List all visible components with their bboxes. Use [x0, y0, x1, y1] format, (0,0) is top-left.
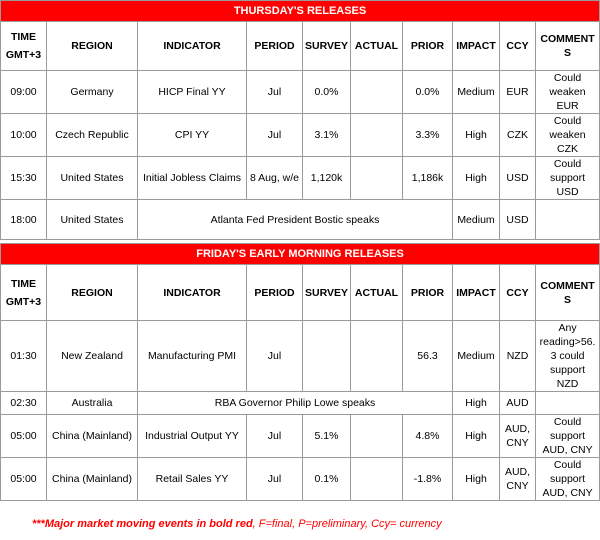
time-cell: 09:00	[1, 71, 47, 114]
footnote	[32, 518, 442, 530]
region-cell: Czech Republic	[47, 114, 138, 157]
header-timezone-label: GMT+3	[5, 295, 42, 308]
indicator-cell: Initial Jobless Claims	[138, 157, 247, 200]
header-ccy: CCY	[500, 22, 536, 71]
time-cell: 05:00	[1, 458, 47, 501]
header-indicator: INDICATOR	[138, 265, 247, 321]
indicator-cell: Manufacturing PMI	[138, 321, 247, 392]
header-time	[1, 265, 47, 321]
header-time	[1, 22, 47, 71]
table-row	[1, 392, 600, 415]
prior-cell: -1.8%	[403, 458, 453, 501]
header-impact: IMPACT	[453, 265, 500, 321]
impact-cell: High	[453, 458, 500, 501]
time-cell: 01:30	[1, 321, 47, 392]
period-cell: Jul	[247, 114, 303, 157]
table-row	[1, 415, 600, 458]
impact-cell: Medium	[453, 200, 500, 240]
actual-cell	[351, 321, 403, 392]
time-cell: 15:30	[1, 157, 47, 200]
impact-cell: Medium	[453, 321, 500, 392]
header-region: REGION	[47, 265, 138, 321]
actual-cell	[351, 71, 403, 114]
time-cell: 10:00	[1, 114, 47, 157]
survey-cell	[303, 321, 351, 392]
ccy-cell: USD	[500, 200, 536, 240]
header-actual: ACTUAL	[351, 265, 403, 321]
actual-cell	[351, 114, 403, 157]
prior-cell: 3.3%	[403, 114, 453, 157]
event-cell: Atlanta Fed President Bostic speaks	[138, 200, 453, 240]
header-indicator: INDICATOR	[138, 22, 247, 71]
survey-cell: 1,120k	[303, 157, 351, 200]
ccy-cell: AUD	[500, 392, 536, 415]
survey-cell: 3.1%	[303, 114, 351, 157]
period-cell: Jul	[247, 458, 303, 501]
header-period: PERIOD	[247, 22, 303, 71]
comments-cell: Could support AUD, CNY	[536, 415, 600, 458]
ccy-cell: EUR	[500, 71, 536, 114]
friday-releases-table	[0, 243, 600, 501]
survey-cell: 5.1%	[303, 415, 351, 458]
period-cell: Jul	[247, 415, 303, 458]
survey-cell: 0.0%	[303, 71, 351, 114]
header-ccy: CCY	[500, 265, 536, 321]
header-period: PERIOD	[247, 265, 303, 321]
period-cell: Jul	[247, 71, 303, 114]
ccy-cell: AUD, CNY	[500, 458, 536, 501]
survey-cell: 0.1%	[303, 458, 351, 501]
header-survey: SURVEY	[303, 22, 351, 71]
friday-title: FRIDAY'S EARLY MORNING RELEASES	[1, 244, 600, 265]
footnote-emphasis: ***Major market moving events in bold red	[32, 518, 253, 530]
thursday-releases-table	[0, 0, 600, 240]
impact-cell: High	[453, 415, 500, 458]
prior-cell: 4.8%	[403, 415, 453, 458]
table-row	[1, 458, 600, 501]
indicator-cell: HICP Final YY	[138, 71, 247, 114]
region-cell: Australia	[47, 392, 138, 415]
actual-cell	[351, 458, 403, 501]
ccy-cell: NZD	[500, 321, 536, 392]
header-comments: COMMENTS	[536, 265, 600, 321]
header-prior: PRIOR	[403, 265, 453, 321]
impact-cell: High	[453, 157, 500, 200]
table-row	[1, 71, 600, 114]
table-row	[1, 321, 600, 392]
indicator-cell: CPI YY	[138, 114, 247, 157]
actual-cell	[351, 157, 403, 200]
comments-cell: Any reading>56.3 could support NZD	[536, 321, 600, 392]
period-cell: Jul	[247, 321, 303, 392]
period-cell: 8 Aug, w/e	[247, 157, 303, 200]
header-prior: PRIOR	[403, 22, 453, 71]
header-region: REGION	[47, 22, 138, 71]
comments-cell: Could support AUD, CNY	[536, 458, 600, 501]
indicator-cell: Industrial Output YY	[138, 415, 247, 458]
footnote-legend: , F=final, P=preliminary, Ccy= currency	[252, 518, 442, 530]
header-impact: IMPACT	[453, 22, 500, 71]
time-cell: 05:00	[1, 415, 47, 458]
region-cell: Germany	[47, 71, 138, 114]
region-cell: China (Mainland)	[47, 415, 138, 458]
impact-cell: High	[453, 114, 500, 157]
header-survey: SURVEY	[303, 265, 351, 321]
indicator-cell: Retail Sales YY	[138, 458, 247, 501]
comments-cell	[536, 200, 600, 240]
region-cell: New Zealand	[47, 321, 138, 392]
comments-cell: Could weaken EUR	[536, 71, 600, 114]
prior-cell: 56.3	[403, 321, 453, 392]
table-row	[1, 157, 600, 200]
ccy-cell: AUD, CNY	[500, 415, 536, 458]
table-row	[1, 114, 600, 157]
header-timezone-label: GMT+3	[5, 49, 42, 61]
header-time-label: TIME	[10, 31, 37, 43]
header-time-label: TIME	[10, 277, 37, 290]
impact-cell: High	[453, 392, 500, 415]
thursday-title: THURSDAY'S RELEASES	[1, 1, 600, 22]
prior-cell: 0.0%	[403, 71, 453, 114]
comments-cell: Could weaken CZK	[536, 114, 600, 157]
region-cell: China (Mainland)	[47, 458, 138, 501]
time-cell: 02:30	[1, 392, 47, 415]
comments-cell: Could support USD	[536, 157, 600, 200]
header-actual: ACTUAL	[351, 22, 403, 71]
actual-cell	[351, 415, 403, 458]
event-cell: RBA Governor Philip Lowe speaks	[138, 392, 453, 415]
ccy-cell: CZK	[500, 114, 536, 157]
region-cell: United States	[47, 200, 138, 240]
table-row	[1, 200, 600, 240]
header-comments: COMMENTS	[536, 22, 600, 71]
comments-cell	[536, 392, 600, 415]
ccy-cell: USD	[500, 157, 536, 200]
prior-cell: 1,186k	[403, 157, 453, 200]
region-cell: United States	[47, 157, 138, 200]
impact-cell: Medium	[453, 71, 500, 114]
time-cell: 18:00	[1, 200, 47, 240]
